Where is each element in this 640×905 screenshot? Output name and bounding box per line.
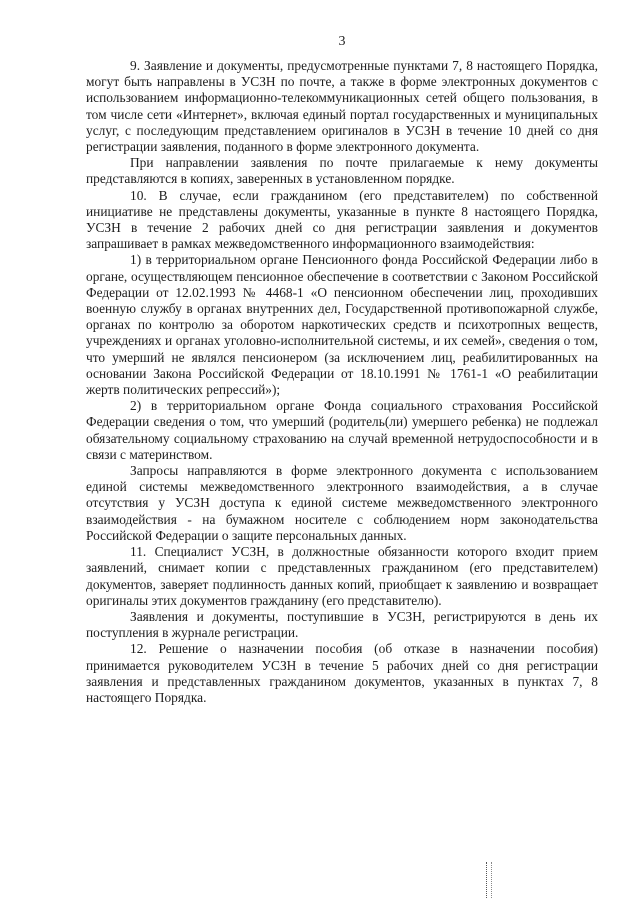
paragraph-9: 9. Заявление и документы, предусмотренные пунктами 7, 8 настоящего Порядка, могут быть направлены в УСЗН по почте, а также в форме электронных документов с использованием информационно-телекоммуникационных сетей общего пользования, в том числе сети «Интернет», включая единый портал государственных и муниципальных услуг, с последующим представлением оригиналов в УСЗН в течение 10 дней со дня регистрации заявления, поданного в форме электронного документа. [86,58,598,155]
scan-binding-mark [486,862,492,898]
paragraph-10-item-1: 1) в территориальном органе Пенсионного фонда Российской Федерации либо в органе, осуществляющем пенсионное обеспечение в соответствии с Законом Российской Федерации от 12.02.1993 № 4468-1 «О пенсионном обеспечении лиц, проходивших военную службу в органах внутренних дел, Государственной противопожарной службе, органах по контролю за оборотом наркотических средств и психотропных веществ, учреждениях и органах уголовно-исполнительной системы, и их семей», сведения о том, что умерший не являлся пенсионером (за исключением лиц, реабилитированных на основании Закона Российской Федерации от 18.10.1991 № 1761-1 «О реабилитации жертв политических репрессий»); [86,252,598,398]
page-number: 3 [338,34,346,49]
paragraph-10: 10. В случае, если гражданином (его представителем) по собственной инициативе не представлены документы, указанные в пункте 8 настоящего Порядка, УСЗН в течение 2 рабочих дней со дня регистрации заявления и документов запрашивает в рамках межведомственного информационного взаимодействия: [86,187,598,252]
paragraph-10-item-2: 2) в территориальном органе Фонда социального страхования Российской Федерации сведения о том, что умерший (родитель(ли) умершего ребенка) не подлежал обязательному социальному страхованию на случай временной нетрудоспособности и в связи с материнством. [86,398,598,462]
paragraph-11-registration: Заявления и документы, поступившие в УСЗН, регистрируются в день их поступления в журнале регистрации. [86,608,598,641]
paragraph-10-requests: Запросы направляются в форме электронного документа с использованием единой системы межведомственного электронного взаимодействия, а в случае отсутствия у УСЗН доступа к единой системе межведомственного электронного взаимодействия - на бумажном носителе с соблюдением норм законодательства Российской Федерации о защите персональных данных. [86,463,598,543]
paragraph-9-mail: При направлении заявления по почте прилагаемые к нему документы представляются в копиях, заверенных в установленном порядке. [86,155,598,187]
paragraph-12: 12. Решение о назначении пособия (об отказе в назначении пособия) принимается руководителем УСЗН в течение 5 рабочих дней со дня регистрации заявления и представленных гражданином документов, указанных в пунктах 7, 8 настоящего Порядка. [86,641,598,705]
paragraph-11: 11. Специалист УСЗН, в должностные обязанности которого входит прием заявлений, снимает копии с представленных гражданином (его представителем) документов, заверяет подлинность данных копий, приобщает к заявлению и возвращает оригиналы этих документов гражданину (его представителю). [86,544,598,608]
